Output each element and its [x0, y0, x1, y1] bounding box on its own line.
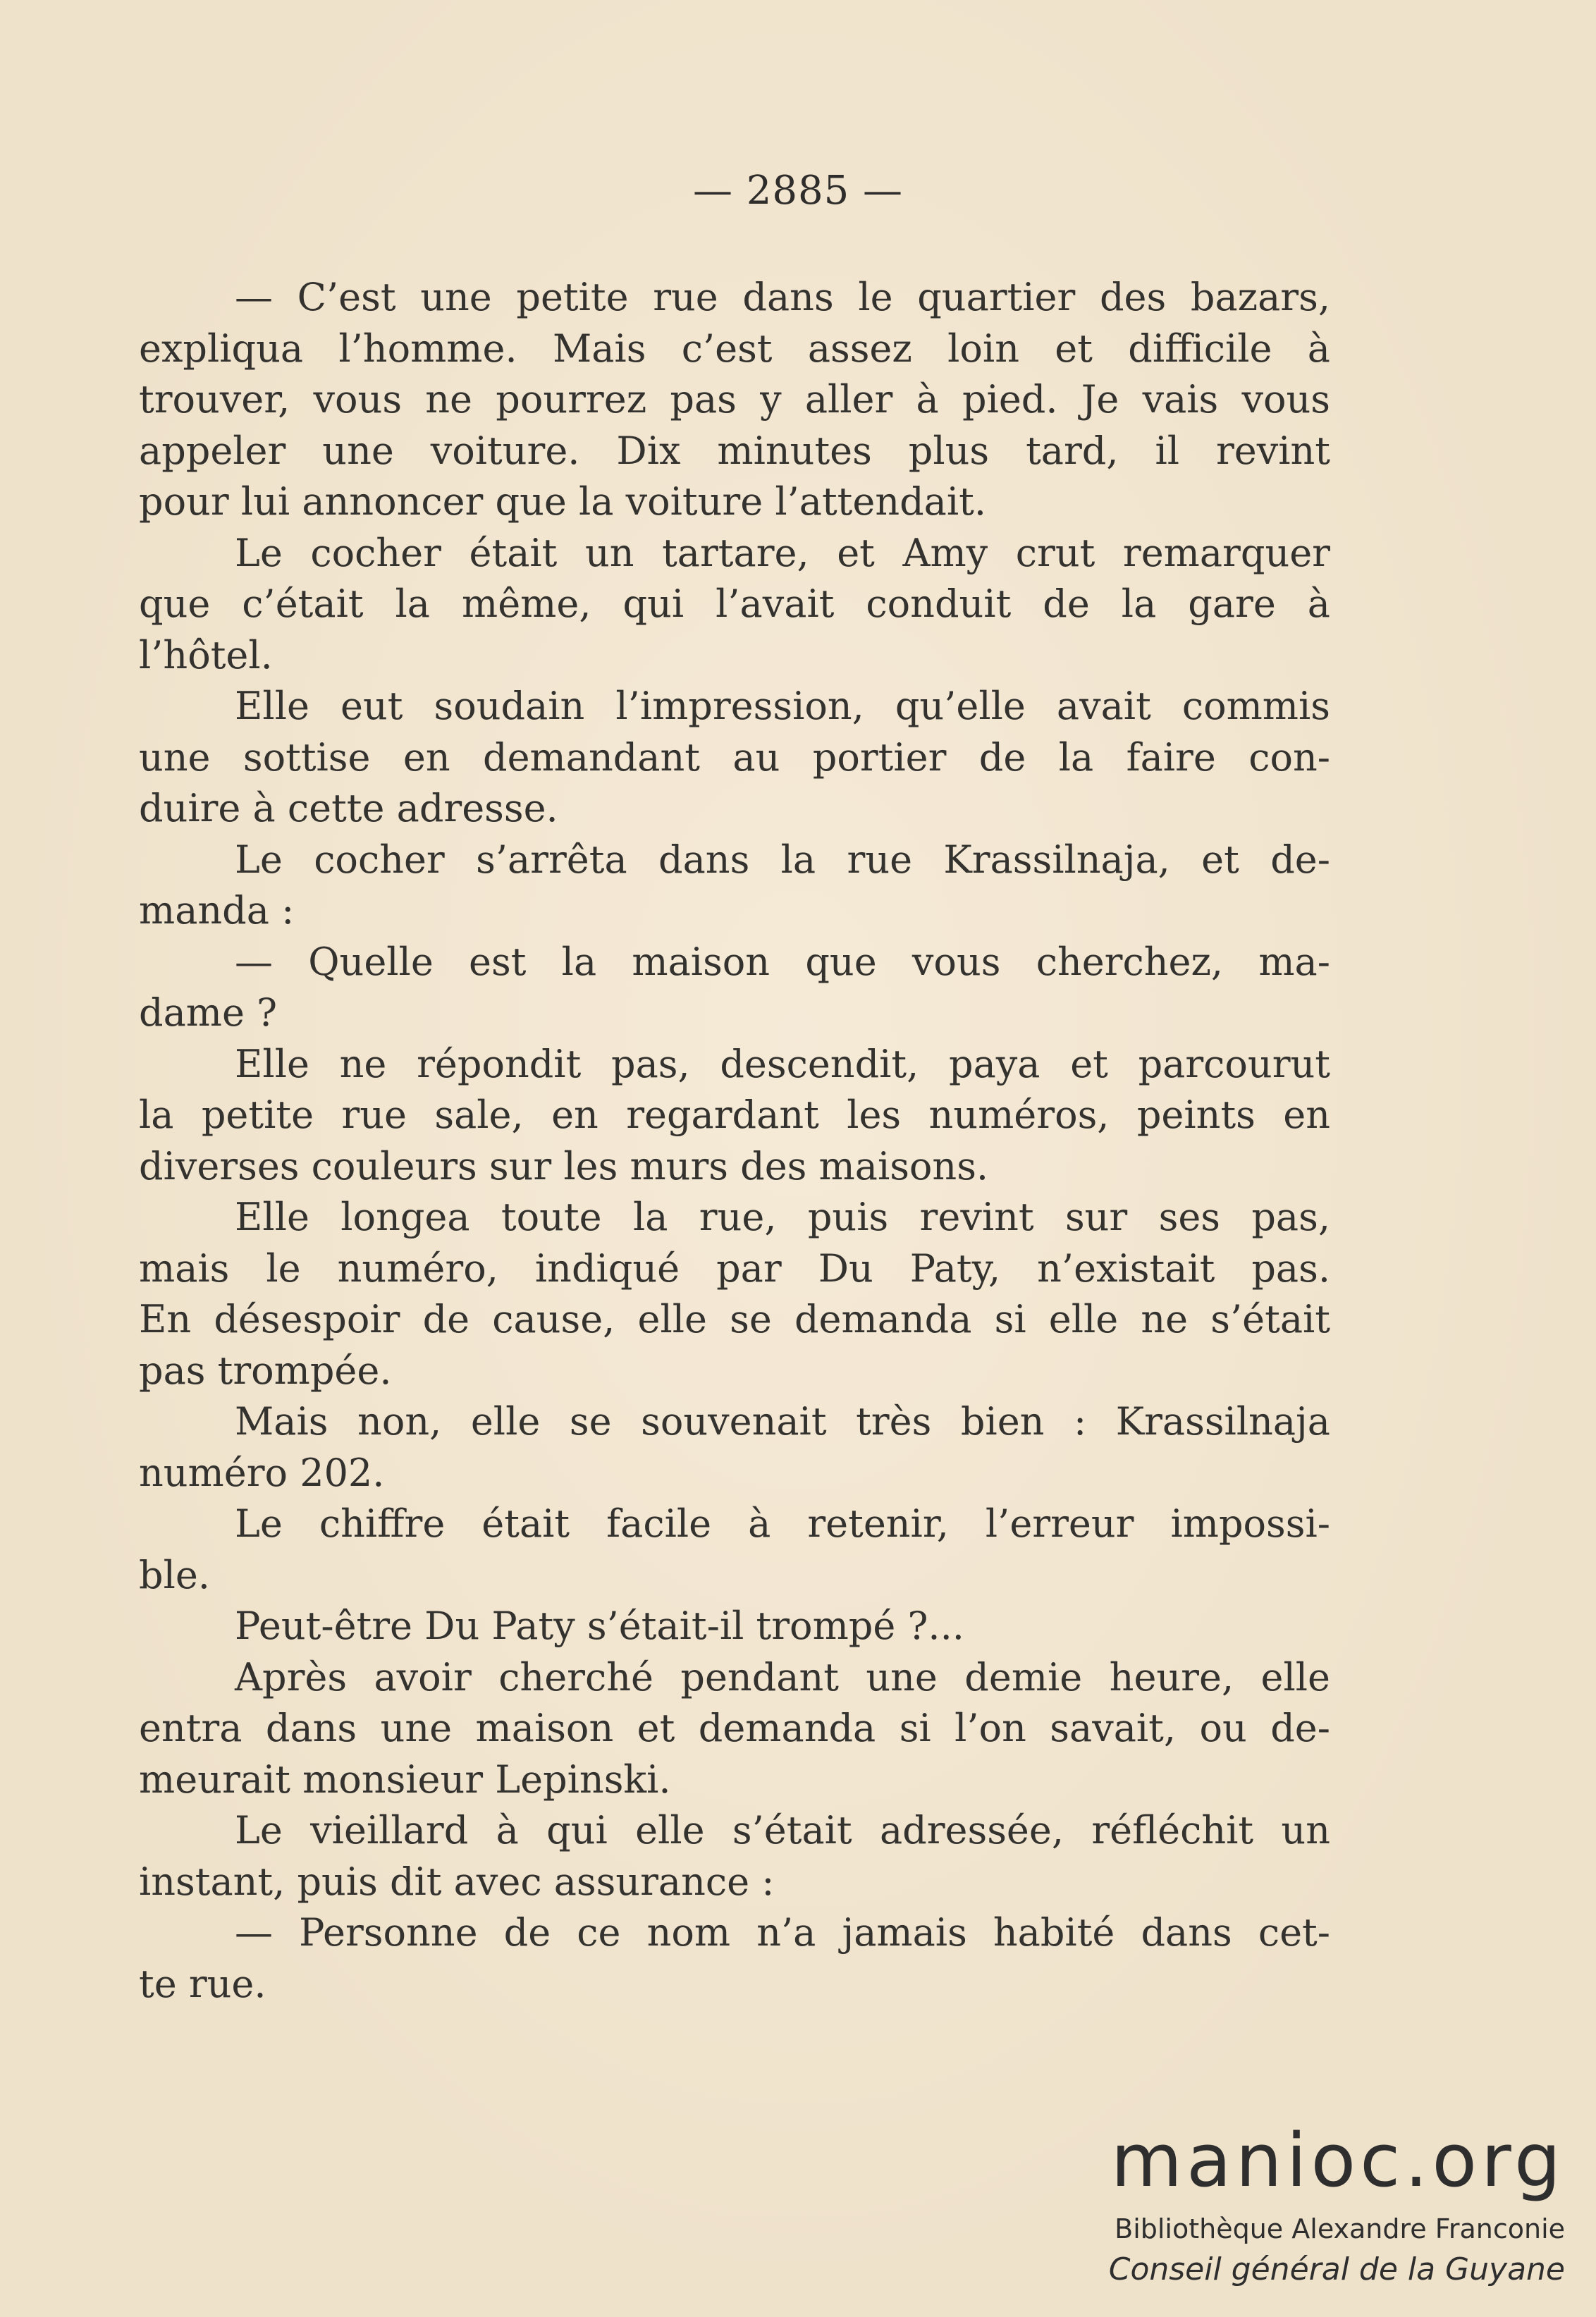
- text-line: expliqua l’homme. Mais c’est assez loin et difficile à: [139, 326, 1330, 371]
- text-line: Le cocher s’arrêta dans la rue Krassilnaja, et de-: [235, 837, 1330, 882]
- text-line: ble.: [139, 1552, 210, 1597]
- text-line: pas trompée.: [139, 1348, 392, 1393]
- text-line: l’hôtel.: [139, 632, 273, 677]
- text-line: Mais non, elle se souvenait très bien : Krassilnaja: [235, 1399, 1330, 1444]
- logo-library-name: Bibliothèque Alexandre Franconie: [1115, 2213, 1565, 2244]
- text-line: — Personne de ce nom n’a jamais habité dans cet-: [235, 1910, 1330, 1955]
- text-line: Elle ne répondit pas, descendit, paya et parcourut: [235, 1041, 1330, 1086]
- text-line: numéro 202.: [139, 1450, 385, 1495]
- text-line: appeler une voiture. Dix minutes plus tard, il revint: [139, 428, 1330, 473]
- text-line: Peut-être Du Paty s’était-il trompé ?...: [235, 1604, 964, 1648]
- text-line: diverses couleurs sur les murs des maisons.: [139, 1143, 989, 1188]
- text-line: la petite rue sale, en regardant les numéros, peints en: [139, 1093, 1330, 1137]
- logo-wordmark: manioc.org: [1110, 2118, 1565, 2204]
- text-line: que c’était la même, qui l’avait conduit de la gare à: [139, 582, 1330, 626]
- manioc-logo: [1079, 2118, 1565, 2287]
- text-line: trouver, vous ne pourrez pas y aller à pied. Je vais vous: [139, 377, 1330, 422]
- text-line: manda :: [139, 888, 295, 933]
- text-line: pour lui annoncer que la voiture l’attendait.: [139, 479, 987, 524]
- text-line: duire à cette adresse.: [139, 786, 558, 830]
- page-number: — 2885 —: [692, 168, 904, 214]
- logo-council-name: Conseil général de la Guyane: [1108, 2251, 1565, 2287]
- text-line: te rue.: [139, 1961, 266, 2006]
- text-line: En désespoir de cause, elle se demanda si elle ne s’était: [139, 1297, 1330, 1341]
- text-line: meurait monsieur Lepinski.: [139, 1757, 671, 1802]
- text-line: Le vieillard à qui elle s’était adressée, réfléchit un: [235, 1808, 1330, 1852]
- text-line: mais le numéro, indiqué par Du Paty, n’existait pas.: [139, 1246, 1330, 1291]
- text-line: Après avoir cherché pendant une demie heure, elle: [235, 1654, 1330, 1700]
- text-line: — Quelle est la maison que vous cherchez, ma-: [235, 939, 1330, 984]
- text-line: entra dans une maison et demanda si l’on savait, ou de-: [139, 1706, 1330, 1750]
- text-line: une sottise en demandant au portier de la faire con-: [139, 735, 1330, 780]
- text-line: Le cocher était un tartare, et Amy crut remarquer: [235, 530, 1330, 575]
- text-line: dame ?: [139, 990, 278, 1035]
- text-line: Elle eut soudain l’impression, qu’elle avait commis: [235, 684, 1330, 728]
- text-line: Le chiffre était facile à retenir, l’erreur impossi-: [235, 1501, 1330, 1546]
- text-line: instant, puis dit avec assurance :: [139, 1859, 775, 1904]
- text-line: Elle longea toute la rue, puis revint sur ses pas,: [235, 1195, 1330, 1239]
- text-line: — C’est une petite rue dans le quartier des bazars,: [235, 275, 1330, 319]
- body-text: [139, 272, 1330, 2010]
